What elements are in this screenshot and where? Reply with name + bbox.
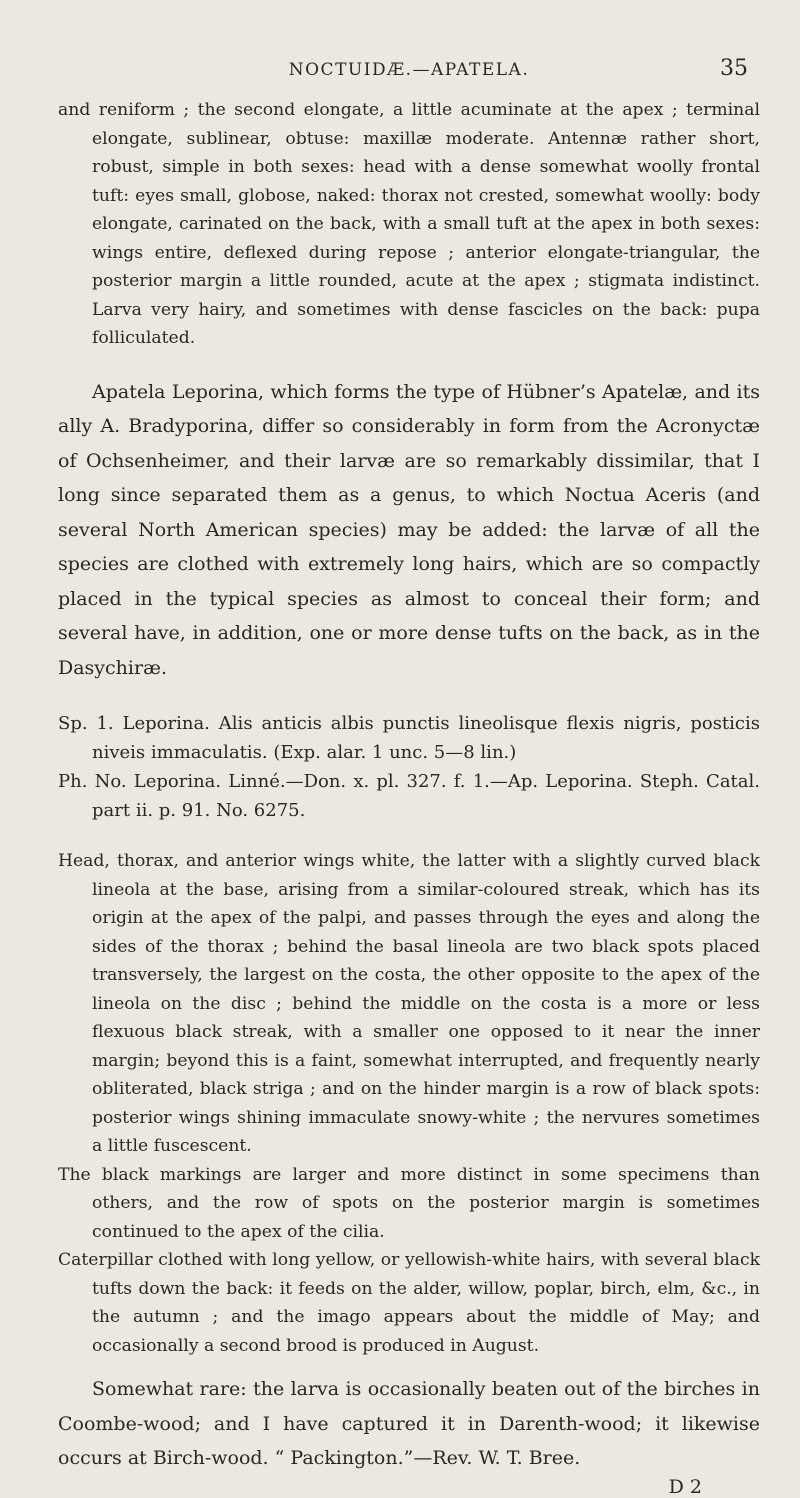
page-header xyxy=(58,52,760,82)
page-number: 35 xyxy=(720,56,748,81)
variation-note-paragraph: The black markings are larger and more distinct in some specimens than others, and the row of spots on the posterior margin is sometimes continued to the apex of the cilia. xyxy=(58,1164,760,1242)
locality-paragraph: Somewhat rare: the larva is occasionally beaten out of the birches in Coombe-wood; and I have captured it in Darenth-wood; it likewise occurs at Birch-wood. “ Packington.”—Rev. W. T. Bree. xyxy=(58,1378,760,1469)
species-synonymy: Ph. No. Leporina. Linné.—Don. x. pl. 327. f. 1.—Ap. Leporina. Steph. Catal. part ii. p. 91. No. 6275. xyxy=(58,771,760,821)
genus-remarks-paragraph: Apatela Leporina, which forms the type of Hübner’s Apatelæ, and its ally A. Bradyporina, differ so considerably in form from the Acronyctæ of Ochsenheimer, and their larvæ are so remarkably dissimilar, that I long since separated them as a genus, to which Noctua Aceris (and several North American species) may be added: the larvæ of all the species are clothed with extremely long hairs, which are so compactly placed in the typical species as almost to conceal their form; and several have, in addition, one or more dense tufts on the back, as in the Dasychiræ. xyxy=(58,380,760,679)
genus-description-paragraph: and reniform ; the second elongate, a little acuminate at the apex ; terminal elongate, sublinear, obtuse: maxillæ moderate. Antennæ rather short, robust, simple in both sexes: head with a dense somewhat woolly frontal tuft: eyes small, globose, naked: thorax not crested, somewhat woolly: body elongate, carinated on the back, with a small tuft at the apex in both sexes: wings entire, deflexed during repose ; anterior elongate-triangular, the posterior margin a little rounded, acute at the apex ; stigmata indistinct. Larva very hairy, and sometimes with dense fascicles on the back: pupa folliculated. xyxy=(58,100,760,348)
signature-mark: D 2 xyxy=(668,1475,702,1498)
caterpillar-paragraph: Caterpillar clothed with long yellow, or yellowish-white hairs, with several black tufts down the back: it feeds on the alder, willow, poplar, birch, elm, &c., in the autumn ; and the imago appears about the middle of May; and occasionally a second brood is produced in August. xyxy=(58,1250,760,1356)
species-description-paragraph: Head, thorax, and anterior wings white, the latter with a slightly curved black lineola at the base, arising from a similar-coloured streak, which has its origin at the apex of the palpi, and passes through the eyes and along the sides of the thorax ; behind the basal lineola are two black spots placed transversely, the largest on the costa, the other opposite to the apex of the lineola on the disc ; behind the middle on the costa is a more or less flexuous black streak, with a smaller one opposed to it near the inner margin; beyond this is a faint, somewhat interrupted, and frequently nearly obliterated, black striga ; and on the hinder margin is a row of black spots: posterior wings shining immaculate snowy-white ; the nervures sometimes a little fuscescent. xyxy=(58,851,760,1156)
species-diagnosis: Sp. 1. Leporina. Alis anticis albis punctis lineolisque flexis nigris, posticis niveis immaculatis. (Exp. alar. 1 unc. 5—8 lin.) xyxy=(58,713,760,763)
running-title: NOCTUIDÆ.—APATELA. xyxy=(288,60,530,80)
